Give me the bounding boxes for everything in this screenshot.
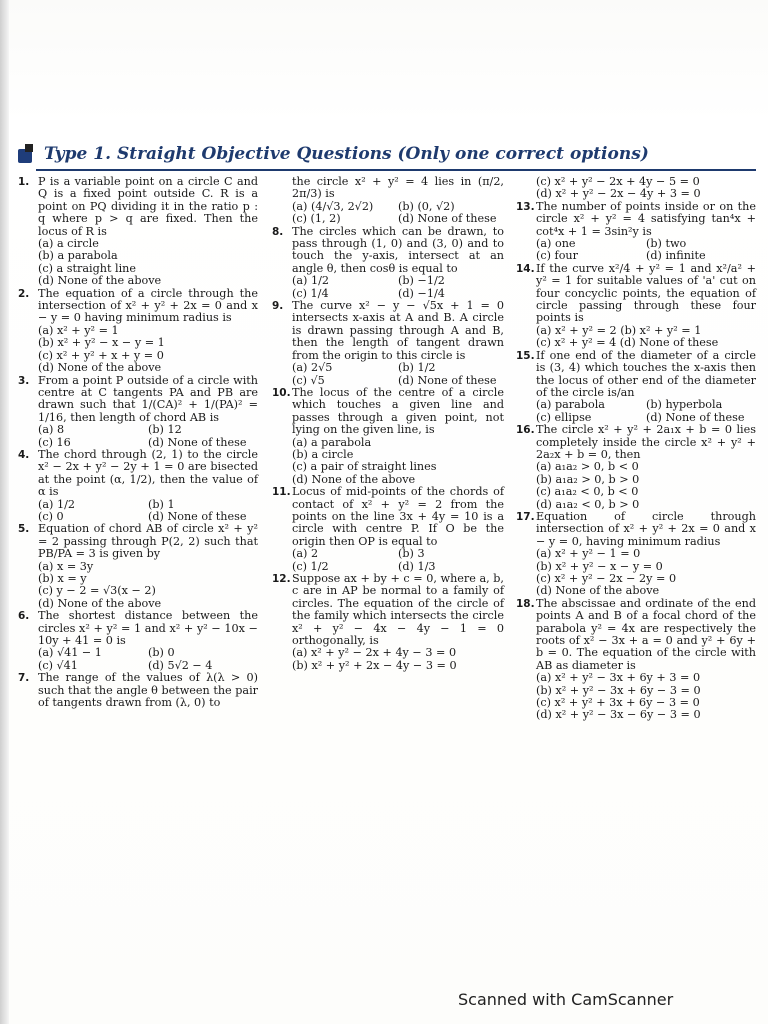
section-bullet-icon bbox=[18, 149, 32, 163]
option-grid bbox=[38, 424, 258, 449]
question-item bbox=[516, 424, 756, 511]
option-grid bbox=[292, 362, 504, 387]
option: (a) x² + y² = 1 bbox=[38, 323, 119, 337]
question-number: 15. bbox=[516, 349, 535, 362]
question-stem: The number of points inside or on the circle x² + y² = 4 satisfying tan⁴x + cot⁴x + 1 = 3sin²y is bbox=[536, 199, 756, 238]
option: (a) a circle bbox=[38, 237, 99, 251]
option-row bbox=[38, 424, 258, 436]
question-stem: Suppose ax + by + c = 0, where a, b, c are in AP be normal to a family of circles. The equation of the circle of the family which intersects the circle x² + y² − 4x − 4y − 1 = 0 orthogonally, is bbox=[292, 572, 504, 648]
option: (b) x² + y² − 3x + 6y − 3 = 0 bbox=[536, 683, 701, 697]
option: (c) 16 bbox=[38, 435, 71, 449]
question-number: 8. bbox=[272, 225, 284, 238]
option: (c) y − 2 = √3(x − 2) bbox=[38, 584, 156, 598]
question-number: 5. bbox=[18, 523, 30, 536]
question-stem: The shortest distance between the circles x² + y² = 1 and x² + y² − 10x − 10y + 41 = 0 is bbox=[38, 609, 258, 648]
option: (b) a parabola bbox=[38, 249, 118, 263]
option: (b) (0, √2) bbox=[398, 199, 455, 213]
option-grid bbox=[292, 548, 504, 573]
question-item bbox=[272, 573, 504, 672]
option: (a) one bbox=[536, 237, 576, 251]
option: (c) 1/2 bbox=[292, 559, 329, 573]
question-item bbox=[18, 672, 258, 709]
option: (d) None of these bbox=[398, 373, 497, 387]
question-number: 13. bbox=[516, 200, 535, 213]
option: (d) None of the above bbox=[38, 596, 162, 610]
question-number: 17. bbox=[516, 510, 535, 523]
question-item bbox=[272, 387, 504, 486]
option: (c) √5 bbox=[292, 373, 325, 387]
question-stem: The locus of the centre of a circle which touches a given line and passes through a given point, not lying on the given line, is bbox=[292, 385, 504, 437]
option: (c) 1/4 bbox=[292, 286, 329, 300]
question-stem: Equation of chord AB of circle x² + y² = 2 passing through P(2, 2) such that PB/PA = 3 is given by bbox=[38, 522, 258, 561]
question-stem: The circle x² + y² + 2a₁x + b = 0 lies completely inside the circle x² + y² + 2a₂x + b = 0, then bbox=[536, 423, 756, 461]
option: (a) x = 3y bbox=[38, 559, 94, 573]
option: (c) a₁a₂ < 0, b < 0 bbox=[536, 485, 639, 499]
option: (d) x² + y² − 2x − 4y + 3 = 0 bbox=[536, 187, 701, 201]
question-stem: The range of the values of λ(λ > 0) such that the angle θ between the pair of tangents drawn from (λ, 0) to bbox=[38, 671, 258, 710]
option: (d) None of these bbox=[646, 410, 745, 424]
option: (b) x² + y² − x − y = 0 bbox=[536, 559, 663, 573]
option-grid bbox=[292, 201, 504, 226]
question-number: 12. bbox=[272, 573, 291, 585]
option: (b) −1/2 bbox=[398, 274, 445, 288]
question-stem: The circles which can be drawn, to pass through (1, 0) and (3, 0) and to touch the y-axis, intersect at an angle θ, then cosθ is equal to bbox=[292, 224, 504, 275]
question-number: 11. bbox=[272, 486, 291, 499]
option: (b) x² + y² − x − y = 1 bbox=[38, 336, 165, 350]
option: (c) 0 bbox=[38, 509, 64, 523]
option: (d) None of the above bbox=[536, 584, 660, 598]
option: (d) None of these bbox=[398, 212, 497, 226]
option-list bbox=[536, 461, 756, 511]
scanner-watermark: Scanned with CamScanner bbox=[458, 990, 674, 1009]
option-list bbox=[536, 548, 756, 598]
question-stem: If the curve x²/4 + y² = 1 and x²/a² + y² = 1 for suitable values of 'a' cut on four concyclic points, the equation of circle passing through these four points is bbox=[536, 261, 756, 325]
option: (d) None of the above bbox=[38, 361, 162, 375]
question-stem: The chord through (2, 1) to the circle x² − 2x + y² − 2y + 1 = 0 are bisected at the point (α, 1/2), then the value of α is bbox=[38, 447, 258, 499]
option: (c) ellipse bbox=[536, 410, 592, 424]
option: (a) (4/√3, 2√2) bbox=[292, 199, 374, 213]
question-item bbox=[272, 201, 504, 226]
option: (d) −1/4 bbox=[398, 286, 445, 300]
question-number: 18. bbox=[516, 597, 535, 610]
option-list bbox=[292, 647, 504, 672]
question-item bbox=[272, 226, 504, 300]
option-list bbox=[536, 325, 756, 350]
option-grid bbox=[536, 399, 756, 424]
section-title: Type 1. Straight Objective Questions (Only one correct options) bbox=[44, 144, 649, 164]
option: (d) None of the above bbox=[38, 274, 162, 288]
option: (c) x² + y² − 2x + 4y − 5 = 0 bbox=[536, 175, 700, 188]
question-number: 3. bbox=[18, 374, 30, 387]
option: (c) √41 bbox=[38, 658, 78, 672]
question-stem: From a point P outside of a circle with centre at C tangents PA and PB are drawn such that 1/(CA)² + 1/(PA)² = 1/16, then length of chord AB is bbox=[38, 373, 258, 424]
option-grid bbox=[292, 275, 504, 300]
option: (a) 1/2 bbox=[292, 274, 329, 288]
option: (b) a₁a₂ > 0, b > 0 bbox=[536, 472, 640, 486]
section-header bbox=[18, 143, 758, 171]
question-stem: If one end of the diameter of a circle is (3, 4) which touches the x-axis then the locus of other end of the diameter of the circle is/an bbox=[536, 348, 756, 399]
option: (a) 2 bbox=[292, 547, 319, 561]
question-item bbox=[18, 610, 258, 672]
question-item bbox=[18, 288, 258, 375]
option-list bbox=[536, 672, 756, 722]
question-item bbox=[516, 598, 756, 722]
option: (c) x² + y² + x + y = 0 bbox=[38, 348, 164, 362]
question-stem: Locus of mid-points of the chords of contact of x² + y² = 2 from the points on the line 3x + 4y = 10 is a circle with centre P. If O be the origin then OP is equal to bbox=[292, 485, 504, 548]
option: (d) None of these bbox=[148, 509, 247, 523]
column-1 bbox=[18, 176, 258, 709]
option: (b) x = y bbox=[38, 572, 87, 585]
question-item bbox=[18, 176, 258, 288]
option-grid bbox=[38, 499, 258, 524]
question-item bbox=[272, 176, 504, 201]
question-number: 10. bbox=[272, 386, 291, 399]
option: (a) √41 − 1 bbox=[38, 646, 102, 660]
option-list bbox=[292, 437, 504, 487]
option: (b) 1/2 bbox=[398, 361, 436, 375]
option: (a) x² + y² − 3x + 6y + 3 = 0 bbox=[536, 671, 701, 685]
option: (b) x² + y² + 2x − 4y − 3 = 0 bbox=[292, 658, 457, 672]
option: (d) None of the above bbox=[292, 472, 416, 486]
option-row bbox=[292, 362, 504, 374]
option: (c) x² + y² + 3x + 6y − 3 = 0 bbox=[536, 696, 700, 710]
option: (d) a₁a₂ < 0, b > 0 bbox=[536, 497, 640, 511]
option: (a) 2√5 bbox=[292, 361, 333, 375]
question-item bbox=[516, 511, 756, 598]
header-rule bbox=[36, 169, 756, 171]
scan-edge-shadow bbox=[0, 0, 9, 1024]
question-item bbox=[18, 449, 258, 523]
option: (d) x² + y² − 3x − 6y − 3 = 0 bbox=[536, 708, 701, 722]
question-item bbox=[516, 201, 756, 263]
question-number: 7. bbox=[18, 672, 30, 685]
option: (c) a straight line bbox=[38, 261, 137, 275]
option: (d) infinite bbox=[646, 249, 706, 263]
question-number: 2. bbox=[18, 287, 30, 300]
option-grid bbox=[536, 238, 756, 263]
option: (c) four bbox=[536, 249, 578, 263]
option: (b) 12 bbox=[148, 423, 182, 437]
question-stem: The curve x² − y − √5x + 1 = 0 intersects x-axis at A and B. A circle is drawn passing through A and B, then the length of tangent drawn from the origin to this circle is bbox=[292, 299, 504, 362]
question-number: 1. bbox=[18, 176, 30, 188]
option: (c) (1, 2) bbox=[292, 212, 341, 226]
question-item bbox=[272, 300, 504, 387]
option: (b) a circle bbox=[292, 447, 354, 461]
option-row bbox=[292, 275, 504, 287]
question-item bbox=[516, 263, 756, 350]
option: (d) None of these bbox=[148, 435, 247, 449]
question-item bbox=[516, 176, 756, 201]
option: (c) a pair of straight lines bbox=[292, 460, 437, 474]
option-list bbox=[38, 325, 258, 375]
option: (b) two bbox=[646, 237, 687, 251]
option: (b) 3 bbox=[398, 547, 425, 561]
option-list bbox=[38, 238, 258, 288]
option: (a) x² + y² = 2 (b) x² + y² = 1 bbox=[536, 323, 702, 337]
option-row bbox=[292, 548, 504, 560]
question-number: 16. bbox=[516, 424, 535, 437]
option: (b) 0 bbox=[148, 646, 175, 660]
column-3 bbox=[516, 176, 756, 722]
question-number: 4. bbox=[18, 448, 30, 461]
question-item bbox=[272, 486, 504, 573]
option: (d) 1/3 bbox=[398, 559, 436, 573]
option: (a) x² + y² − 2x + 4y − 3 = 0 bbox=[292, 646, 457, 660]
option: (a) 8 bbox=[38, 423, 65, 437]
column-2 bbox=[272, 176, 504, 672]
option-row bbox=[38, 647, 258, 659]
option: (a) parabola bbox=[536, 398, 605, 412]
option-grid bbox=[38, 647, 258, 672]
question-item bbox=[18, 375, 258, 449]
option-row bbox=[292, 213, 504, 225]
option-row bbox=[536, 399, 756, 411]
question-continuation: the circle x² + y² = 4 lies in (π/2, 2π/3) is bbox=[292, 175, 504, 201]
option: (c) x² + y² = 4 (d) None of these bbox=[536, 336, 719, 350]
question-stem: P is a variable point on a circle C and Q is a fixed point outside C. R is a point on PQ dividing it in the ratio p : q where p > q are fixed. Then the locus of R is bbox=[38, 175, 258, 238]
option: (a) x² + y² − 1 = 0 bbox=[536, 547, 641, 561]
option: (b) hyperbola bbox=[646, 398, 723, 412]
option: (a) 1/2 bbox=[38, 497, 75, 511]
question-number: 9. bbox=[272, 300, 284, 313]
option: (b) 1 bbox=[148, 497, 175, 511]
question-stem: The abscissae and ordinate of the end points A and B of a focal chord of the parabola y² = 4x are respectively the roots of x² − 3x + a = 0 and y² + 6y + b = 0. The equation of the circle with AB as diameter is bbox=[536, 596, 756, 672]
option-list bbox=[536, 176, 756, 201]
option-list bbox=[38, 561, 258, 611]
question-number: 6. bbox=[18, 610, 30, 623]
question-item bbox=[516, 350, 756, 424]
question-number: 14. bbox=[516, 262, 535, 275]
option-row bbox=[536, 250, 756, 262]
question-stem: The equation of a circle through the intersection of x² + y² + 2x = 0 and x − y = 0 having minimum radius is bbox=[38, 286, 258, 325]
question-stem: Equation of circle through intersection of x² + y² + 2x = 0 and x − y = 0, having minimum radius bbox=[536, 509, 756, 548]
option: (a) a₁a₂ > 0, b < 0 bbox=[536, 460, 639, 474]
option: (a) a parabola bbox=[292, 435, 372, 449]
option: (d) 5√2 − 4 bbox=[148, 658, 213, 672]
option: (c) x² + y² − 2x − 2y = 0 bbox=[536, 572, 677, 585]
question-item bbox=[18, 523, 258, 610]
